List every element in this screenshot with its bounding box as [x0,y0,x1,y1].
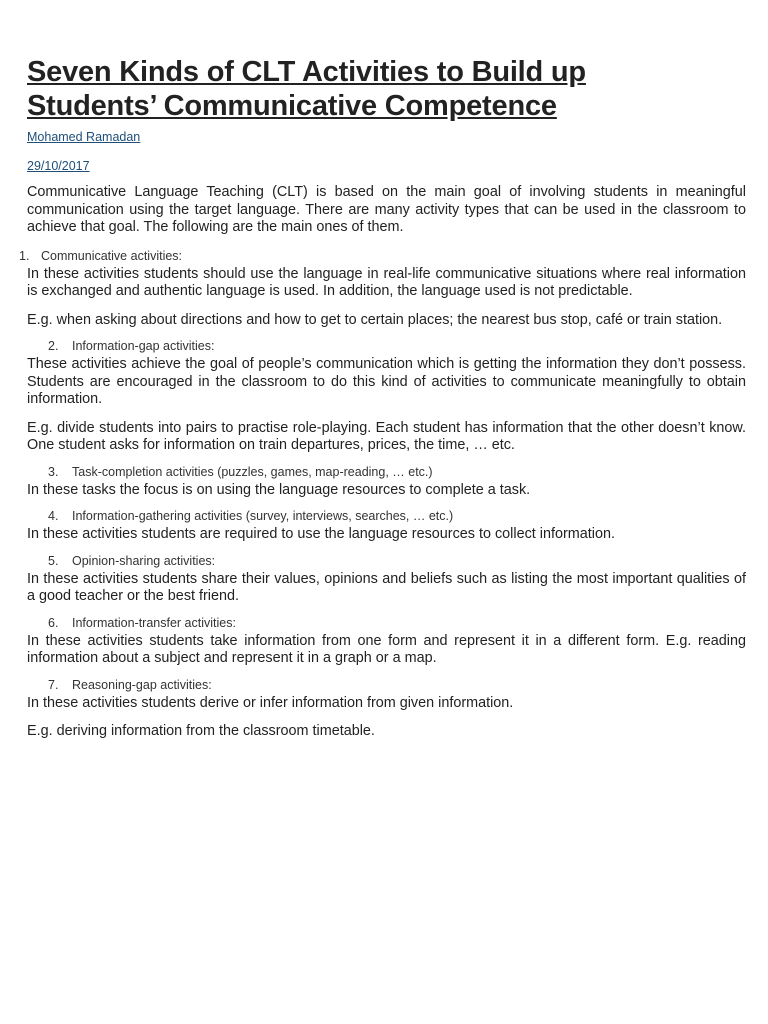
section-2-paragraph-1: These activities achieve the goal of people’s communication which is getting the information they don’t possess. Students are encouraged in the classroom to do this kind of activities to communicate meaningfully to obtain information. [27,356,746,407]
section-number: 2. [48,339,59,353]
article-title [27,55,746,123]
section-title: Information-gap activities: [72,339,215,353]
section-heading-1 [19,248,746,264]
section-heading-6 [48,615,746,631]
section-heading-3 [48,464,746,480]
date-link[interactable]: 29/10/2017 [27,159,90,173]
section-3-paragraph-1: In these tasks the focus is on using the language resources to complete a task. [27,481,531,498]
section-7-paragraph-2: E.g. deriving information from the classroom timetable. [27,723,375,739]
section-number: 5. [48,553,59,568]
article [19,55,746,741]
section-title: Communicative activities: [41,248,183,263]
section-heading-5 [48,553,746,569]
title-line-2: Students’ Communicative Competence [27,90,557,122]
section-1-paragraph-1: In these activities students should use the language in real-life communicative situations where real information is exchanged and authentic language is used. In addition, the language used is not predictable. [27,265,746,299]
section-6-paragraph-1: In these activities students take information from one form and represent it in a different form. E.g. reading information about a subject and represent it in a graph or a map. [27,632,746,666]
section-title: Opinion-sharing activities: [72,553,216,568]
section-number: 7. [48,677,59,692]
section-5-paragraph-1: In these activities students share their values, opinions and beliefs such as listing the most important qualities of a good teacher or the best friend. [27,570,746,604]
title-line-1: Seven Kinds of CLT Activities to Build up [27,56,586,88]
section-1-paragraph-2: E.g. when asking about directions and how to get to certain places; the nearest bus stop, café or train station. [27,311,723,328]
section-title: Information-transfer activities: [72,615,236,630]
intro-paragraph: Communicative Language Teaching (CLT) is based on the main goal of involving students in meaningful communication using the target language. There are many activity types that can be used in the classroom to achieve that goal. The following are the main ones of them. [27,184,746,235]
section-title: Reasoning-gap activities: [72,677,212,692]
section-number: 1. [19,248,30,263]
section-heading-2 [48,338,746,354]
section-number: 3. [48,464,59,479]
section-number: 4. [48,509,59,523]
section-4-paragraph-1: In these activities students are required to use the language resources to collect information. [27,526,615,542]
section-heading-4 [48,508,746,524]
section-title: Information-gathering activities (survey, interviews, searches, … etc.) [72,509,454,523]
section-2-paragraph-2: E.g. divide students into pairs to practise role-playing. Each student has information that the other doesn’t know. One student asks for information on train departures, prices, the time, … etc. [27,419,746,453]
section-title: Task-completion activities (puzzles, games, map-reading, … etc.) [72,464,433,479]
author-link[interactable]: Mohamed Ramadan [27,130,141,144]
section-7-paragraph-1: In these activities students derive or infer information from given information. [27,694,514,711]
section-heading-7 [48,677,746,693]
section-number: 6. [48,615,59,630]
